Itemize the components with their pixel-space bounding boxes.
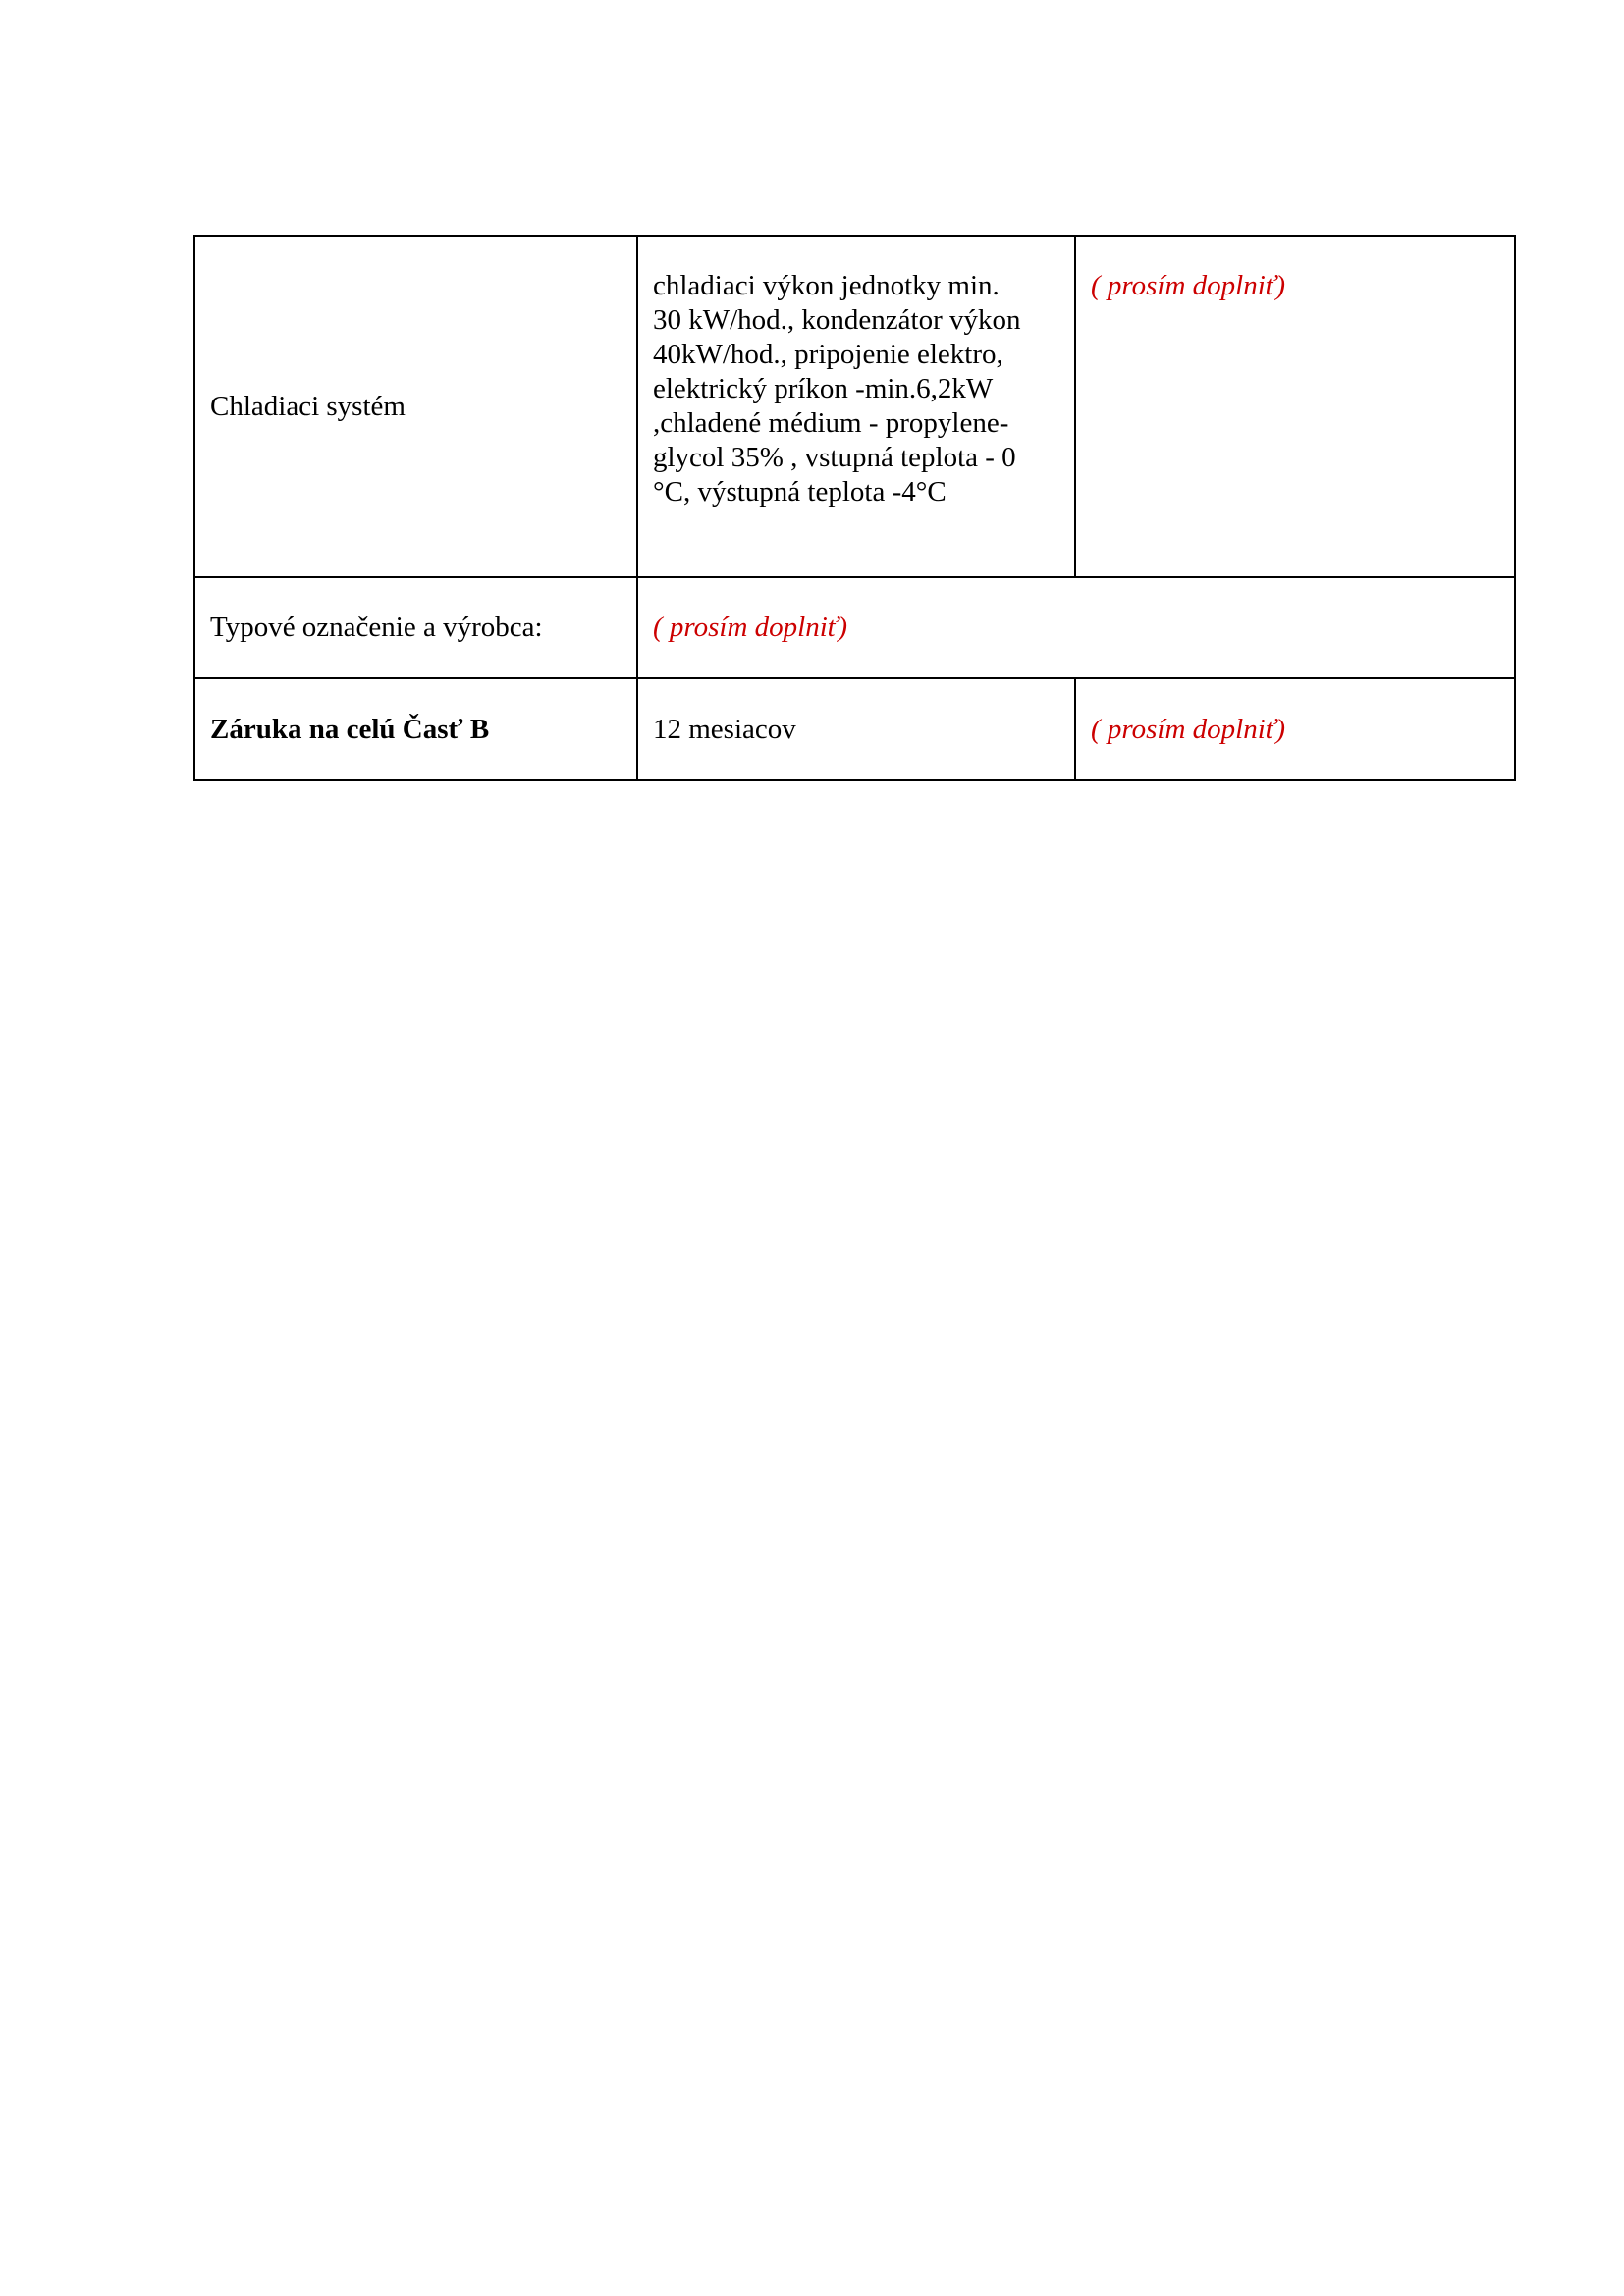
table-row-type-designation: [194, 577, 1515, 678]
parameter-label-cell: [194, 236, 637, 577]
offer-cell: [1075, 678, 1515, 780]
requirement-text: 12 mesiacov: [653, 713, 796, 745]
offer-cell: [1075, 236, 1515, 577]
offer-cell: [637, 577, 1515, 678]
requirement-text: chladiaci výkon jednotky min. 30 kW/hod., kondenzátor výkon 40kW/hod., pripojenie elektro, elektrický príkon -min.6,2kW ,chladené médium - propylene- glycol 35% , vstupná teplota - 0 °C, výstupná teplota -4°C: [653, 270, 1021, 507]
parameter-label-cell: [194, 577, 637, 678]
specification-table: [193, 235, 1516, 781]
parameter-label: Typové označenie a výrobca:: [210, 612, 543, 643]
parameter-label: Záruka na celú Časť B: [210, 713, 490, 745]
parameter-label-cell: [194, 678, 637, 780]
parameter-label: Chladiaci systém: [210, 390, 406, 422]
fill-in-placeholder: ( prosím doplniť): [653, 612, 847, 643]
fill-in-placeholder: ( prosím doplniť): [1091, 713, 1285, 745]
table-row-cooling-system: [194, 236, 1515, 577]
requirement-cell: [637, 236, 1075, 577]
fill-in-placeholder: ( prosím doplniť): [1091, 270, 1285, 301]
table-row-warranty: [194, 678, 1515, 780]
requirement-cell: [637, 678, 1075, 780]
